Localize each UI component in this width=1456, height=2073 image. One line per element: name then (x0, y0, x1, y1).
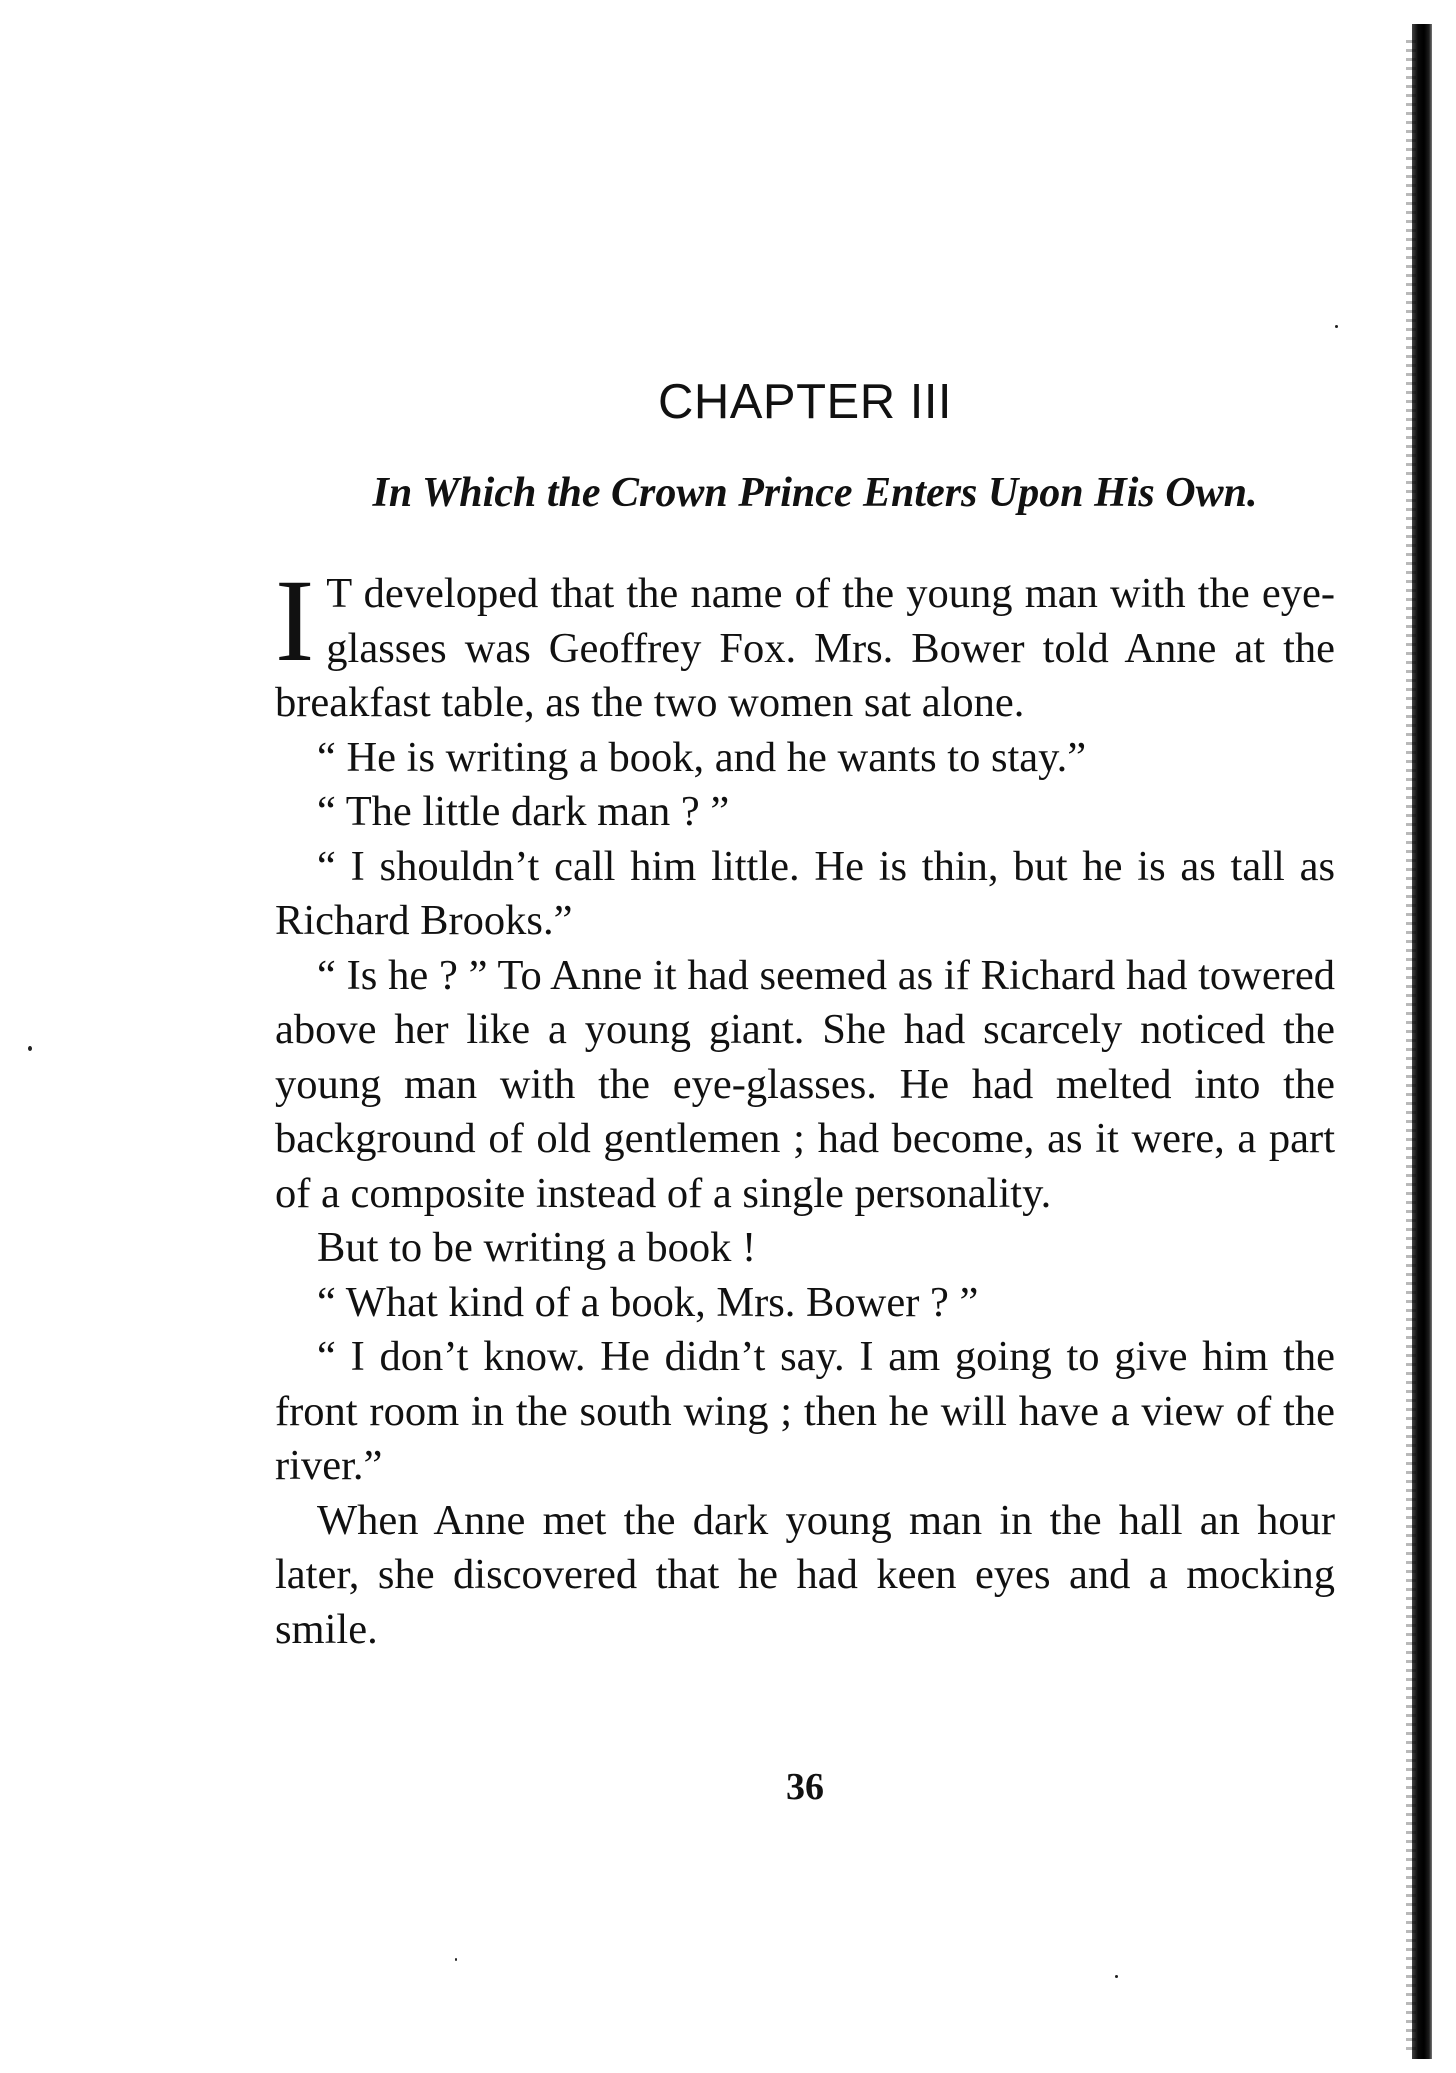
paragraph: But to be writing a book ! (317, 1224, 757, 1271)
paragraph: “ What kind of a book, Mrs. Bower ? ” (317, 1278, 979, 1326)
chapter-subtitle: In Which the Crown Prince Enters Upon His Own. (372, 470, 1258, 516)
paragraph: “ I don’t know. He didn’t say. I am going to give him the front room in the south wing ; then he will have a view of the river.” (275, 1333, 1335, 1489)
paper-speck (1115, 1975, 1118, 1978)
page-binding-shadow (1406, 40, 1416, 2050)
paper-speck (28, 1046, 32, 1051)
paragraph: “ I shouldn’t call him little. He is thin, but he is as tall as Richard Brooks.” (275, 842, 1335, 944)
paragraph: IT developed that the name of the young man with the eye-glasses was Geoffrey Fox. Mrs. Bower told Anne at the breakfast table, as the two women sat alone. (275, 555, 1335, 726)
paper-speck (1335, 325, 1338, 328)
paper-speck (455, 1958, 457, 1961)
paragraph: “ The little dark man ? ” (317, 788, 730, 835)
chapter-body (275, 555, 1335, 1657)
paragraph: When Anne met the dark young man in the hall an hour later, she discovered that he had keen eyes and a mocking smile. (275, 1496, 1335, 1653)
chapter-title: CHAPTER III (657, 375, 953, 429)
paragraph: “ He is writing a book, and he wants to stay.” (317, 733, 1087, 781)
paragraph: “ Is he ? ” To Anne it had seemed as if Richard had towered above her like a young giant. She had scarcely noticed the young man with the eye-glasses. He had melted into the background of old gentlemen ; had become, as it were, a part of a composite instead of a single personality. (275, 951, 1335, 1217)
page-number: 36 (786, 1766, 824, 1808)
